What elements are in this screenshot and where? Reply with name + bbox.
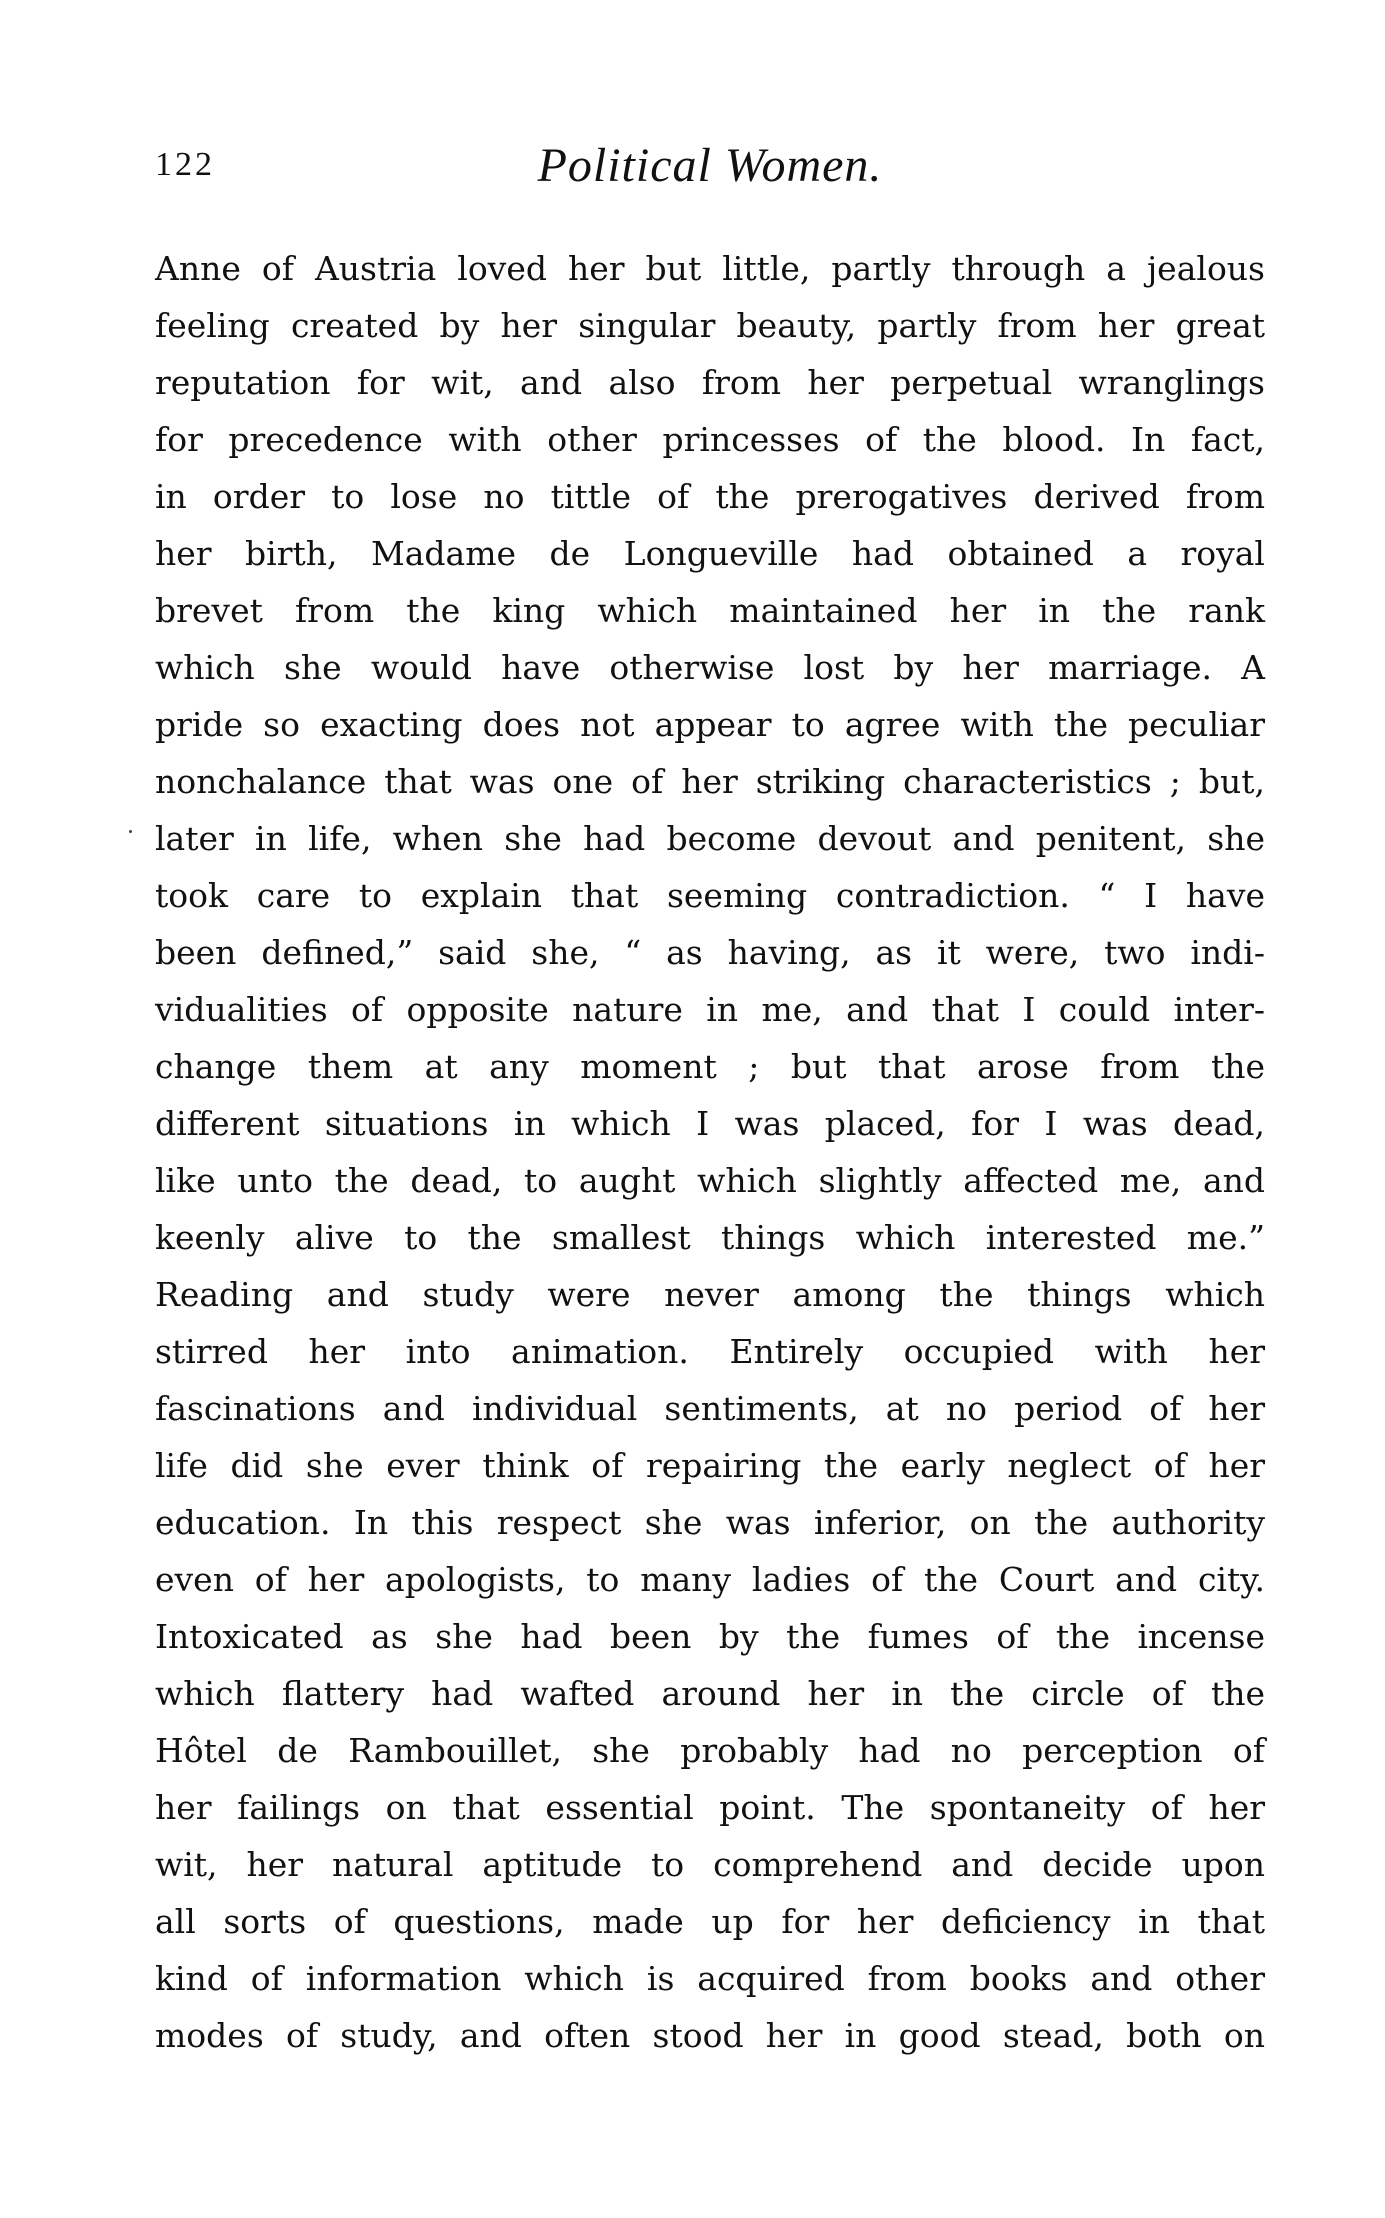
- text-line: reputation for wit, and also from her perpetual wranglings: [155, 363, 1265, 402]
- text-line: brevet from the king which maintained her in the rank: [155, 591, 1265, 630]
- text-line: nonchalance that was one of her striking characteristics ; but,: [155, 762, 1265, 801]
- text-line: Intoxicated as she had been by the fumes of the incense: [155, 1617, 1265, 1656]
- text-line: life did she ever think of repairing the early neglect of her: [155, 1446, 1265, 1485]
- text-line: like unto the dead, to aught which slightly affected me, and: [155, 1161, 1265, 1200]
- text-line: kind of information which is acquired from books and other: [155, 1959, 1265, 1998]
- running-title: Political Women.: [537, 139, 883, 192]
- page-number: 122: [155, 146, 215, 183]
- text-line: stirred her into animation. Entirely occupied with her: [155, 1332, 1265, 1371]
- text-line: keenly alive to the smallest things which interested me.”: [155, 1218, 1265, 1257]
- body-text: [155, 240, 1265, 2064]
- text-line: even of her apologists, to many ladies of the Court and city.: [155, 1560, 1265, 1599]
- text-line: took care to explain that seeming contradiction. “ I have: [155, 876, 1265, 915]
- text-line: change them at any moment ; but that arose from the: [155, 1047, 1265, 1086]
- text-line: modes of study, and often stood her in good stead, both on: [155, 2016, 1265, 2055]
- text-line: pride so exacting does not appear to agree with the peculiar: [155, 705, 1265, 744]
- text-line: which she would have otherwise lost by her marriage. A: [155, 648, 1265, 687]
- text-line: Anne of Austria loved her but little, partly through a jealous: [155, 249, 1265, 288]
- text-line: vidualities of opposite nature in me, and that I could inter-: [155, 990, 1265, 1029]
- text-line: in order to lose no tittle of the prerogatives derived from: [155, 477, 1265, 516]
- text-line: been defined,” said she, “ as having, as it were, two indi-: [155, 933, 1265, 972]
- text-line: which flattery had wafted around her in the circle of the: [155, 1674, 1265, 1713]
- text-line: her birth, Madame de Longueville had obtained a royal: [155, 534, 1265, 573]
- text-line: all sorts of questions, made up for her deficiency in that: [155, 1902, 1265, 1941]
- text-line: education. In this respect she was inferior, on the authority: [155, 1503, 1265, 1542]
- text-line: Reading and study were never among the things which: [155, 1275, 1265, 1314]
- running-head: [155, 138, 1265, 198]
- text-line: different situations in which I was placed, for I was dead,: [155, 1104, 1265, 1143]
- text-line: feeling created by her singular beauty, partly from her great: [155, 306, 1265, 345]
- text-line: wit, her natural aptitude to comprehend and decide upon: [155, 1845, 1265, 1884]
- text-line: for precedence with other princesses of the blood. In fact,: [155, 420, 1265, 459]
- text-line: her failings on that essential point. The spontaneity of her: [155, 1788, 1265, 1827]
- margin-speck: [129, 830, 132, 833]
- text-line: Hôtel de Rambouillet, she probably had no perception of: [155, 1731, 1265, 1770]
- text-line: fascinations and individual sentiments, at no period of her: [155, 1389, 1265, 1428]
- text-line: later in life, when she had become devout and penitent, she: [155, 819, 1265, 858]
